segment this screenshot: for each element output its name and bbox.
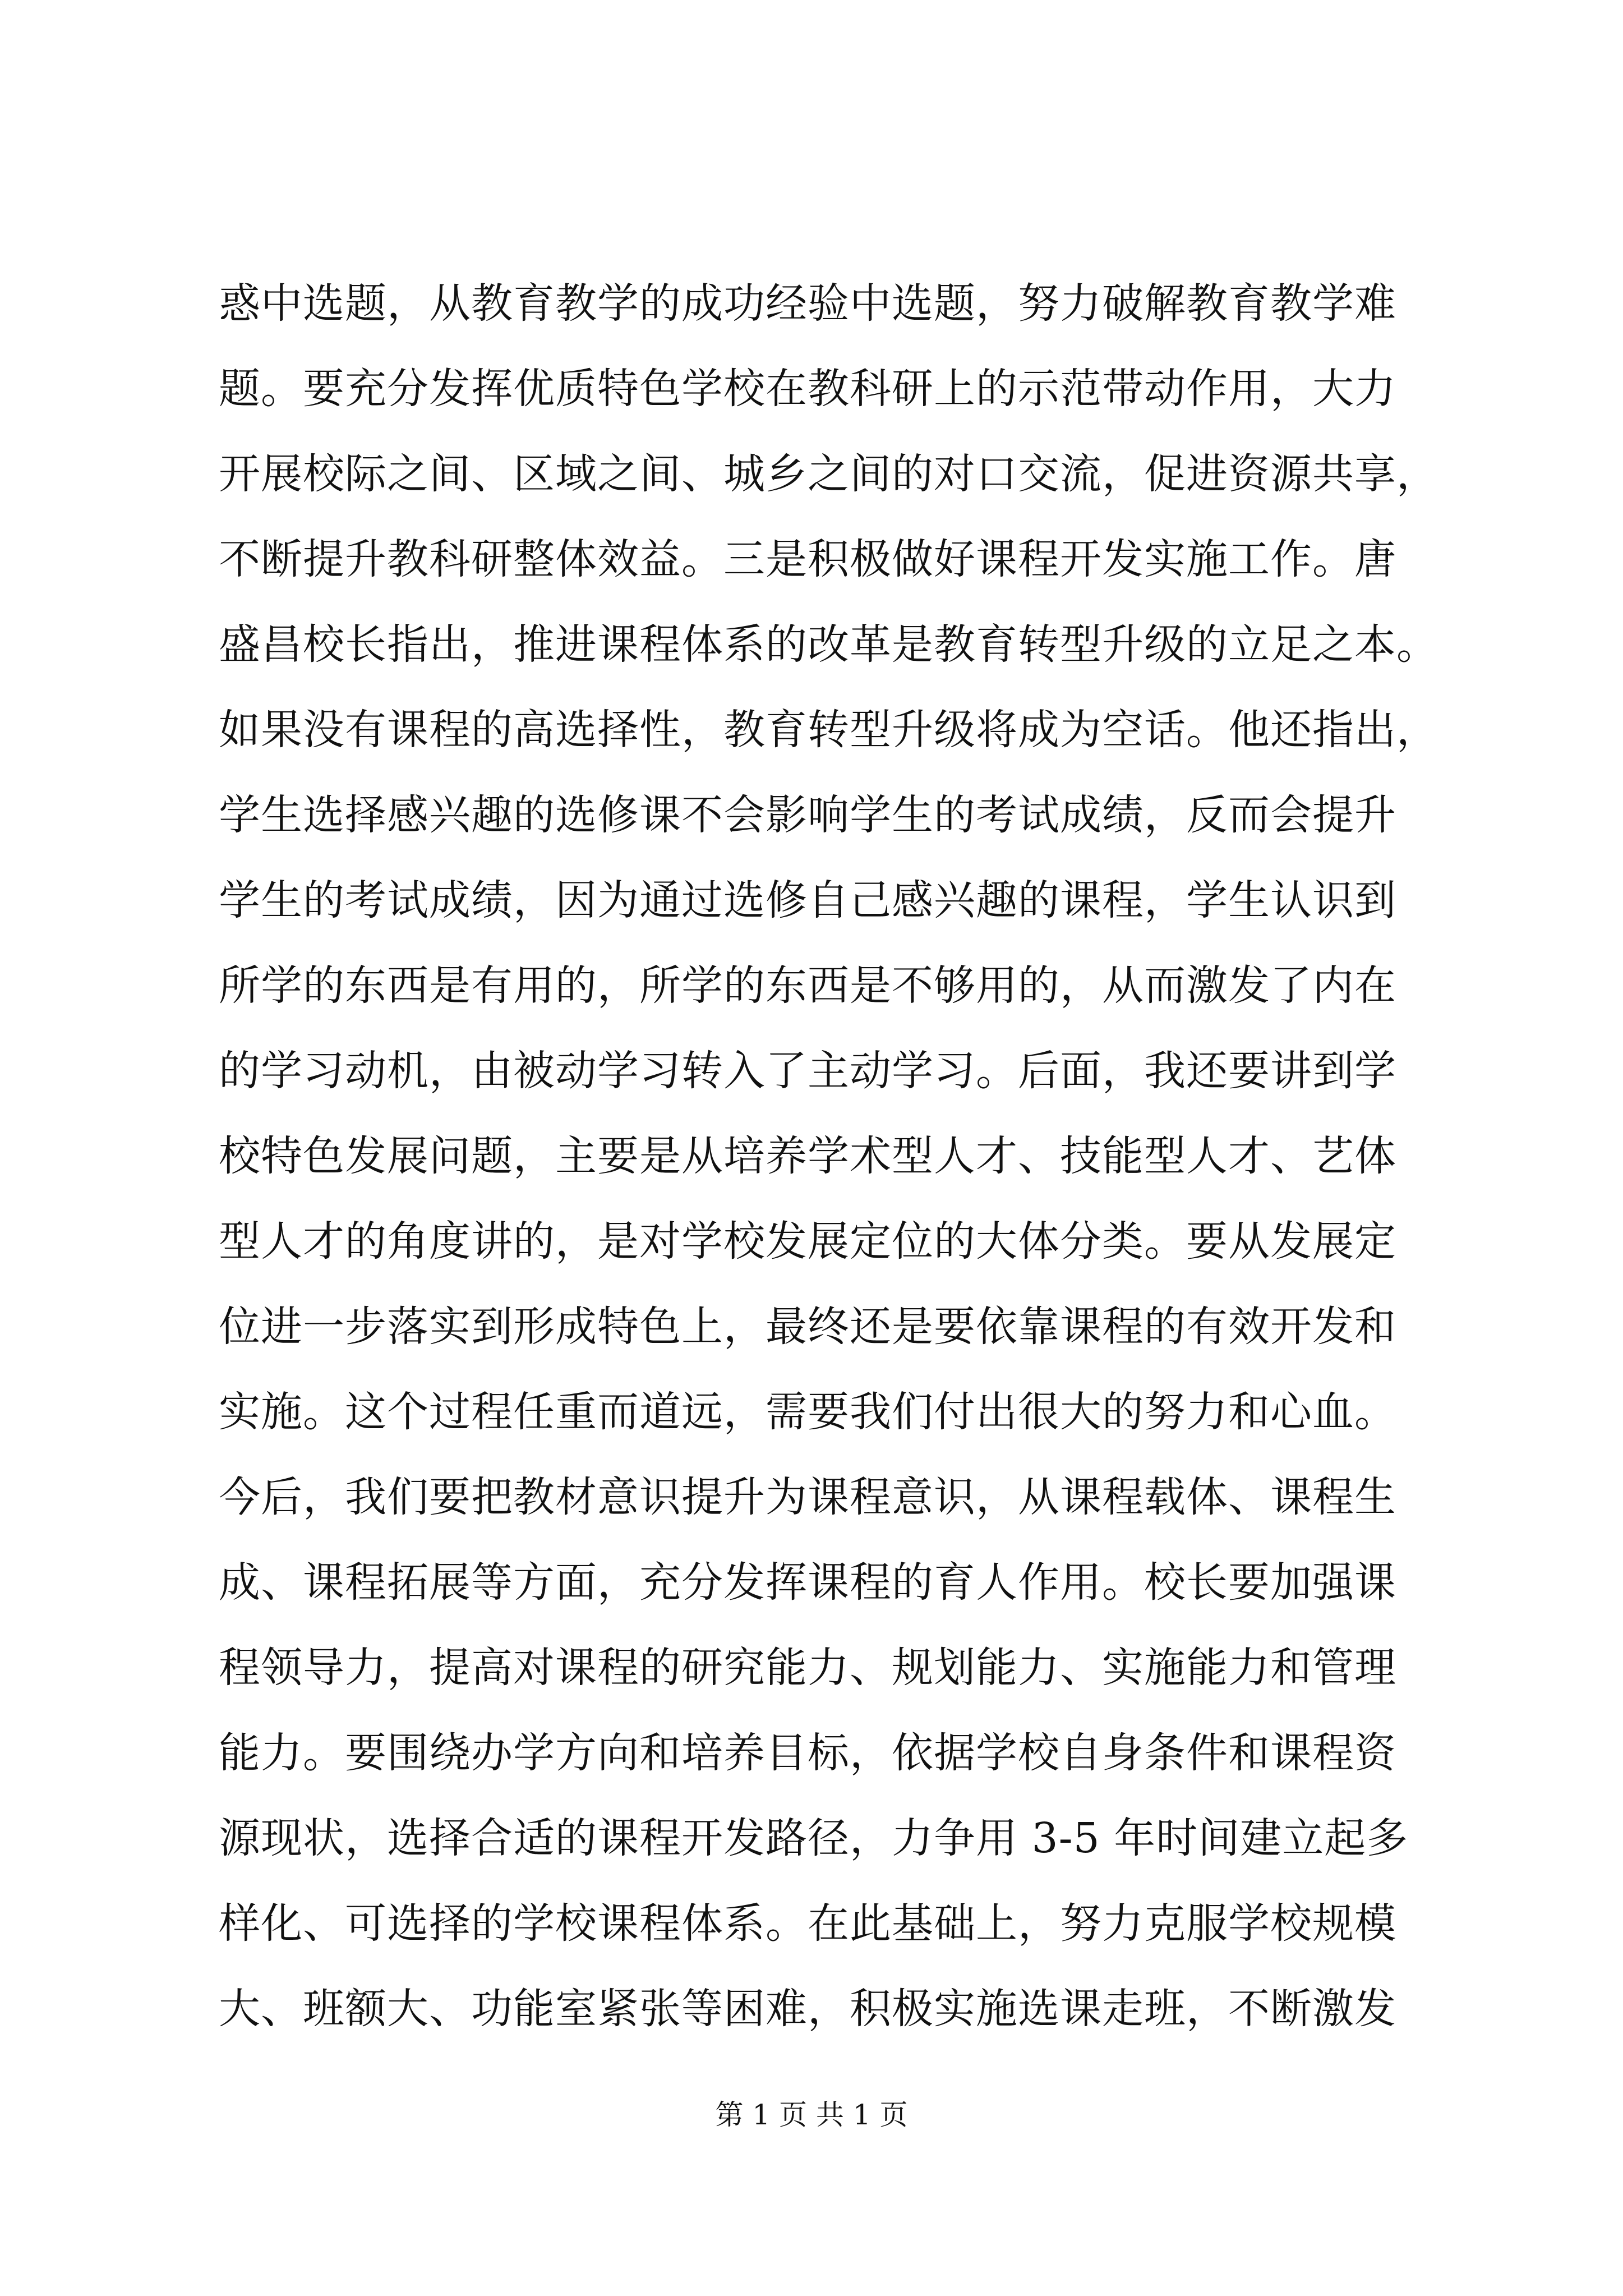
text-line: 实施。这个过程任重而道远，需要我们付出很大的努力和心血。 <box>219 1388 1396 1436</box>
text-line: 能力。要围绕办学方向和培养目标，依据学校自身条件和课程资 <box>219 1729 1396 1777</box>
text-line: 源现状，选择合适的课程开发路径，力争用 3-5 年时间建立起多 <box>219 1814 1409 1862</box>
text-line: 题。要充分发挥优质特色学校在教科研上的示范带动作用，大力 <box>219 365 1396 413</box>
text-line: 校特色发展问题，主要是从培养学术型人才、技能型人才、艺体 <box>219 1132 1396 1180</box>
text-line: 不断提升教科研整体效益。三是积极做好课程开发实施工作。唐 <box>219 535 1396 583</box>
text-line: 今后，我们要把教材意识提升为课程意识，从课程载体、课程生 <box>219 1473 1396 1521</box>
page-footer <box>0 2095 1623 2134</box>
text-line: 型人才的角度讲的，是对学校发展定位的大体分类。要从发展定 <box>219 1217 1396 1266</box>
page-number-label: 第 1 页 共 1 页 <box>715 2099 908 2131</box>
text-line: 如果没有课程的高选择性，教育转型升级将成为空话。他还指出， <box>219 706 1438 754</box>
text-line: 大、班额大、功能室紧张等困难，积极实施选课走班，不断激发 <box>219 1985 1396 2033</box>
body-paragraph <box>219 261 1438 2051</box>
text-line: 成、课程拓展等方面，充分发挥课程的育人作用。校长要加强课 <box>219 1558 1396 1607</box>
text-line: 学生选择感兴趣的选修课不会影响学生的考试成绩，反而会提升 <box>219 791 1396 839</box>
text-line: 程领导力，提高对课程的研究能力、规划能力、实施能力和管理 <box>219 1644 1396 1692</box>
text-line: 学生的考试成绩，因为通过选修自己感兴趣的课程，学生认识到 <box>219 876 1396 924</box>
text-line: 所学的东西是有用的，所学的东西是不够用的，从而激发了内在 <box>219 961 1396 1010</box>
text-line: 样化、可选择的学校课程体系。在此基础上，努力克服学校规模 <box>219 1899 1396 1948</box>
text-line: 的学习动机，由被动学习转入了主动学习。后面，我还要讲到学 <box>219 1047 1396 1095</box>
text-line: 盛昌校长指出，推进课程体系的改革是教育转型升级的立足之本。 <box>219 620 1438 669</box>
text-line: 开展校际之间、区域之间、城乡之间的对口交流，促进资源共享， <box>219 450 1438 498</box>
text-line: 位进一步落实到形成特色上，最终还是要依靠课程的有效开发和 <box>219 1303 1396 1351</box>
text-line: 惑中选题，从教育教学的成功经验中选题，努力破解教育教学难 <box>219 279 1396 328</box>
